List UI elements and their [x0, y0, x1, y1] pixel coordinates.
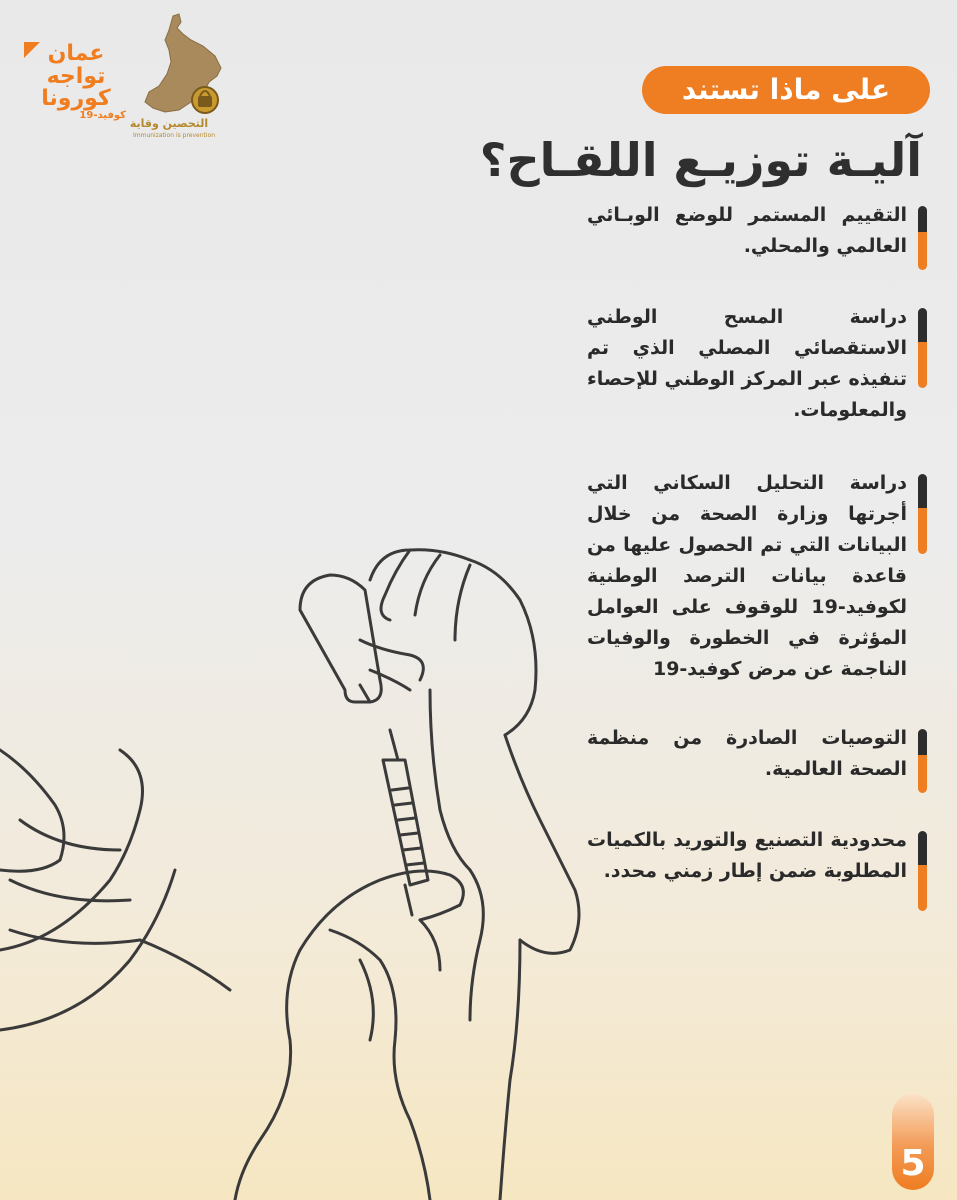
- bullet-text: دراسة المسح الوطني الاستقصائي المصلي الذي تم تنفيذه عبر المركز الوطني للإحصاء والمعلومات.: [587, 306, 907, 421]
- bullet-bar: [918, 474, 927, 554]
- bullet-text: التقييم المستمر للوضع الوبـائي العالمي والمحلي.: [587, 204, 907, 257]
- list-item: [587, 723, 927, 785]
- vaccine-logo-arabic: التحصين وقاية: [129, 117, 209, 130]
- bullet-text: دراسة التحليل السكاني التي أجرتها وزارة الصحة من خلال البيانات التي تم الحصول عليها من قاعدة بيانات الترصد الوطنية لكوفيد-19 للوقوف على العوامل المؤثرة في الخطورة والوفيات الناجمة عن مرض كوفيد-19: [587, 472, 907, 680]
- list-item: [587, 825, 927, 887]
- page-title: آليـة توزيـع اللقـاح؟: [479, 133, 922, 187]
- bullet-text: التوصيات الصادرة من منظمة الصحة العالمية.: [587, 727, 907, 780]
- page-number-badge: [892, 1094, 934, 1190]
- campaign-tag: كوفيد-19: [79, 110, 126, 121]
- bullet-text: محدودية التصنيع والتوريد بالكميات المطلوبة ضمن إطار زمني محدد.: [587, 829, 907, 882]
- campaign-logo: [26, 41, 126, 121]
- vaccination-illustration: [0, 520, 600, 1200]
- bullet-bar: [918, 308, 927, 388]
- bullet-bar: [918, 831, 927, 911]
- corner-mark-icon: [24, 42, 40, 58]
- oman-map-icon: [125, 12, 235, 117]
- bullet-list: [587, 200, 927, 887]
- page-number: 5: [900, 1143, 926, 1184]
- bullet-bar: [918, 729, 927, 793]
- campaign-line2: تواجه كورونا: [41, 64, 111, 111]
- list-item: [587, 302, 927, 426]
- list-item: [587, 200, 927, 262]
- campaign-line1: عمان: [47, 41, 105, 66]
- bullet-bar: [918, 206, 927, 270]
- vaccine-logo-english: Immunization is prevention: [132, 132, 216, 139]
- vaccine-logo: [125, 12, 235, 137]
- header-pill: على ماذا تستند: [642, 66, 930, 114]
- list-item: [587, 468, 927, 685]
